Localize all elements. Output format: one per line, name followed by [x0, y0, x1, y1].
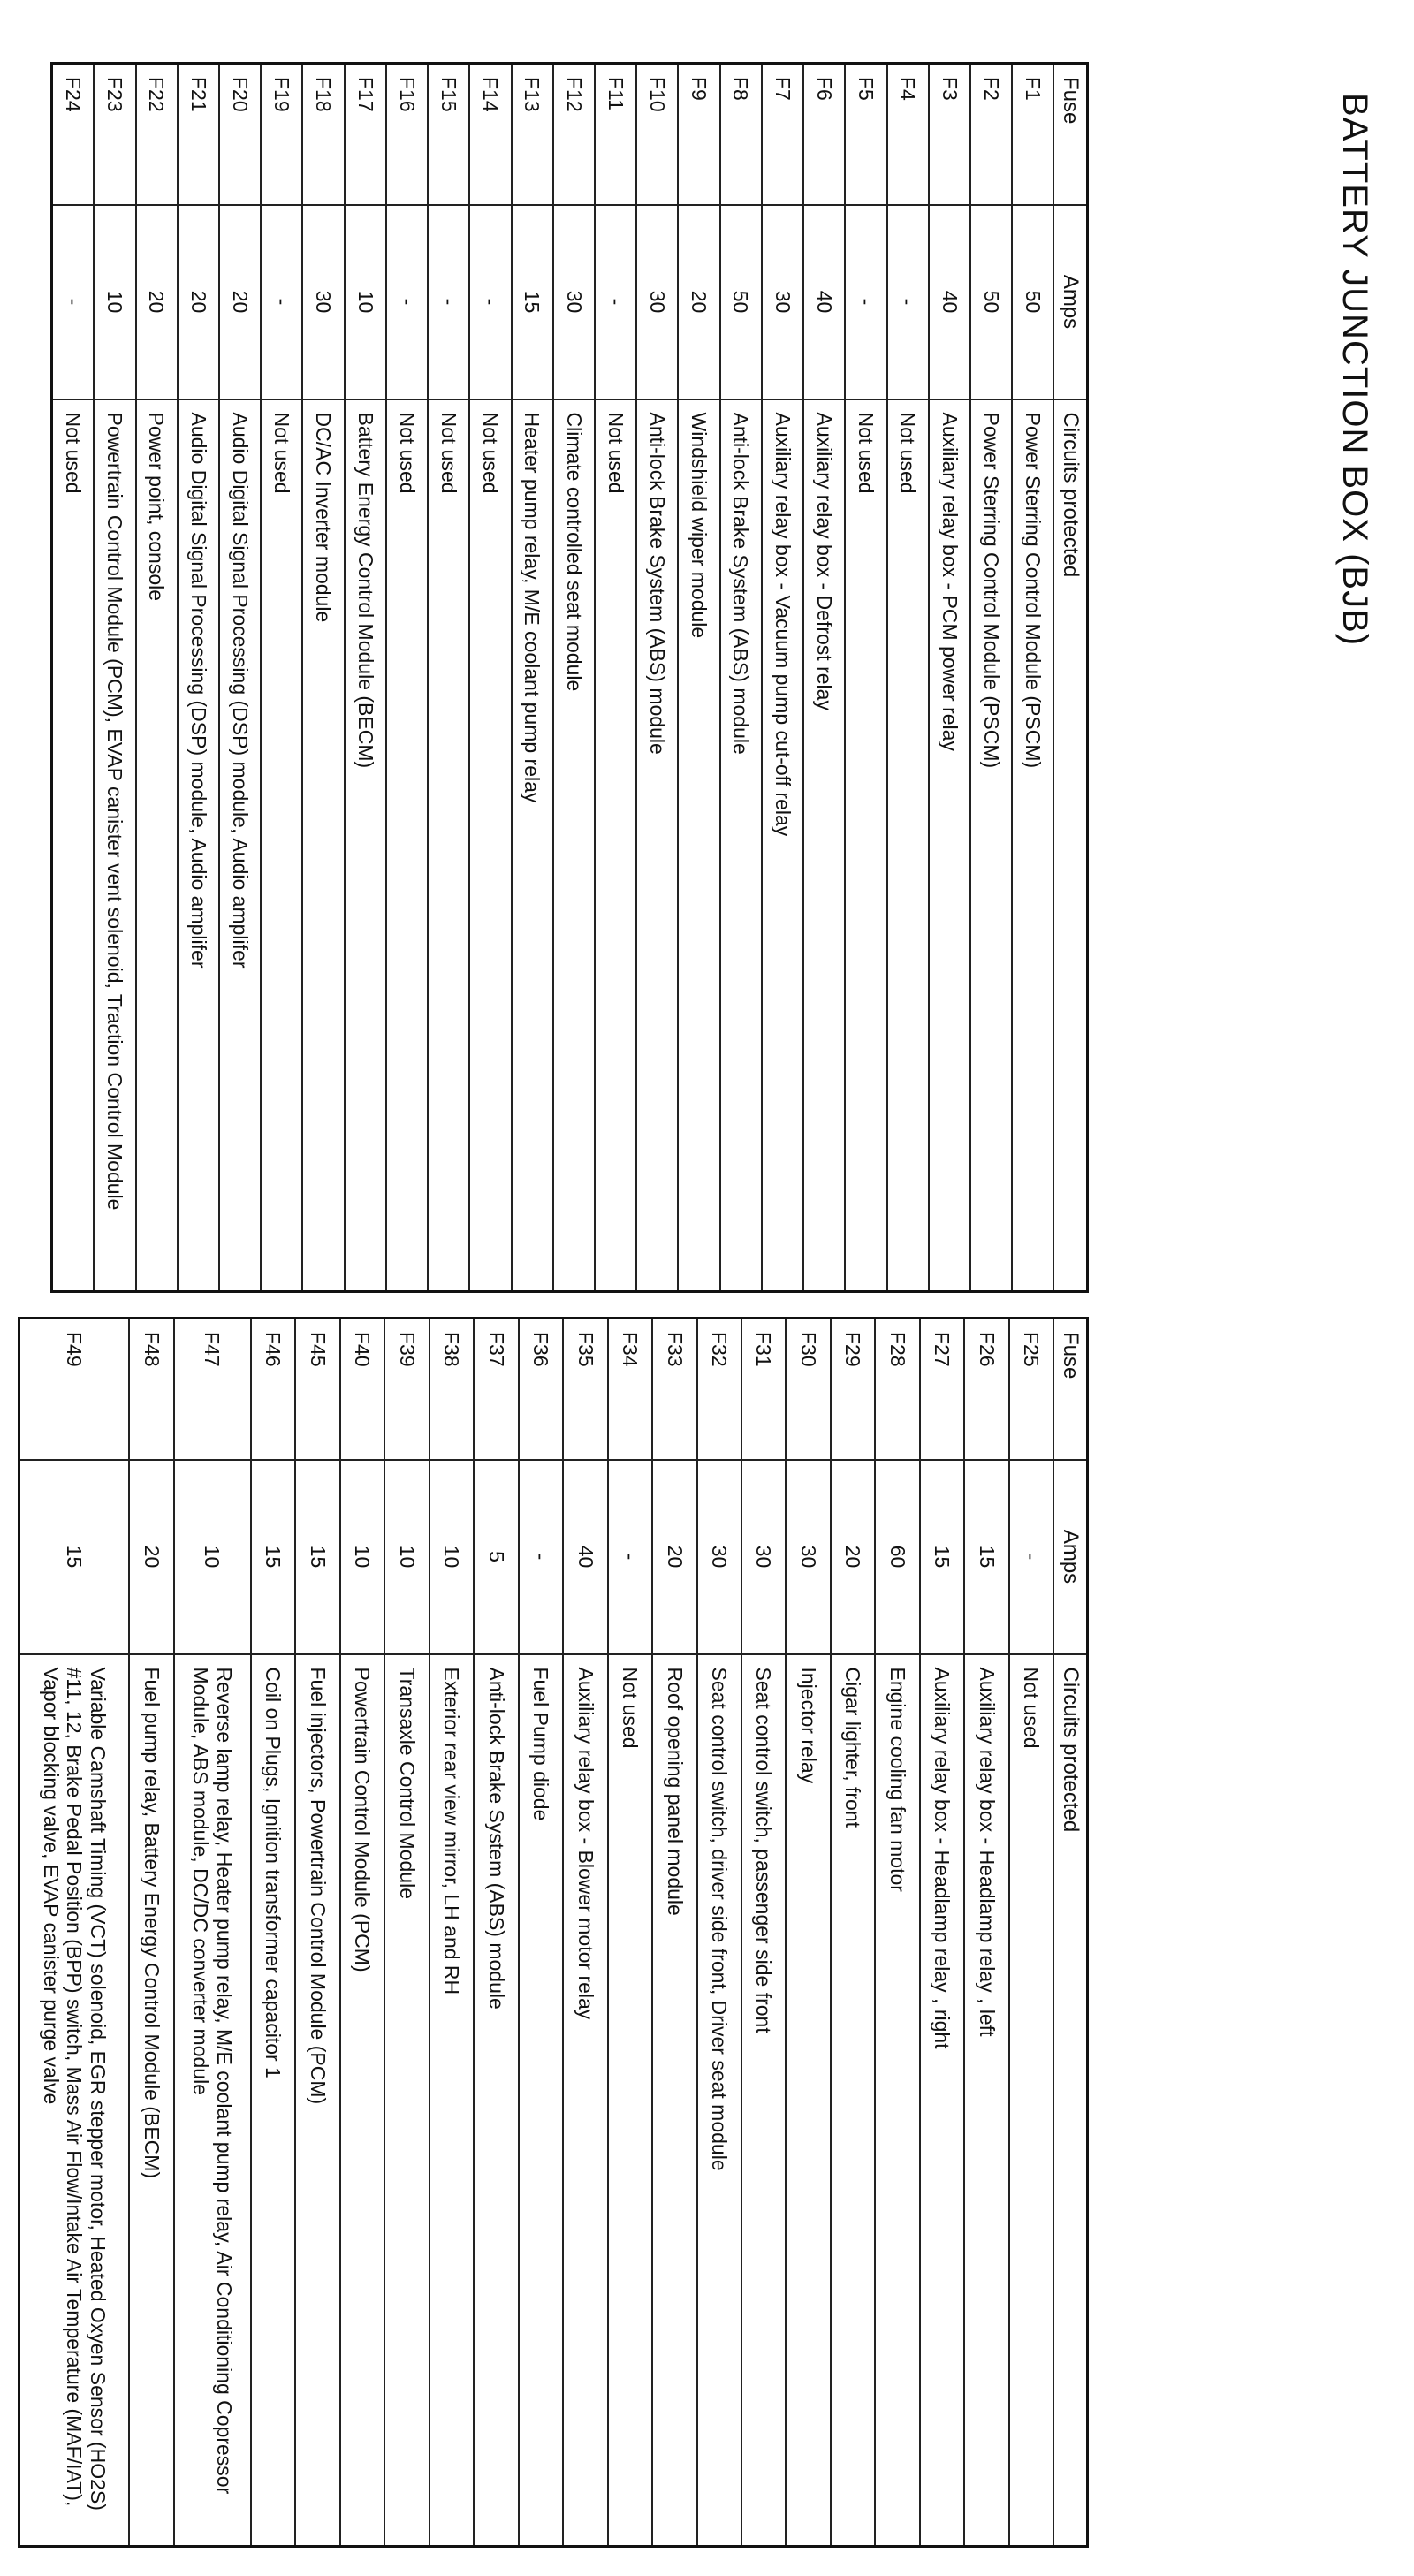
cell-fuse: F3	[929, 64, 970, 205]
cell-fuse: F20	[219, 64, 261, 205]
cell-fuse: F12	[553, 64, 595, 205]
table-row	[929, 64, 970, 1292]
cell-circuit: Fuel pump relay, Battery Energy Control Module (BECM)	[129, 1654, 173, 2547]
cell-amps: 50	[970, 205, 1012, 399]
table-row	[384, 1318, 429, 2547]
cell-circuit: Windshield wiper module	[678, 399, 719, 1292]
cell-amps: 10	[430, 1460, 474, 1654]
cell-amps: 15	[19, 1460, 130, 1654]
cell-amps: 40	[803, 205, 845, 399]
cell-fuse: F14	[469, 64, 511, 205]
cell-fuse: F16	[386, 64, 428, 205]
table-row	[430, 1318, 474, 2547]
cell-fuse: F15	[428, 64, 469, 205]
cell-fuse: F19	[261, 64, 302, 205]
cell-amps: 10	[340, 1460, 384, 1654]
cell-amps: -	[595, 205, 636, 399]
cell-fuse: F4	[887, 64, 929, 205]
table-row	[1009, 1318, 1053, 2547]
cell-circuit: Auxiliary relay box - PCM power relay	[929, 399, 970, 1292]
cell-circuit: Power point, console	[136, 399, 178, 1292]
cell-amps: 60	[875, 1460, 919, 1654]
cell-circuit: Auxiliary relay box - Blower motor relay	[563, 1654, 607, 2547]
cell-amps: 10	[174, 1460, 251, 1654]
cell-circuit: Power Sterring Control Module (PSCM)	[970, 399, 1012, 1292]
cell-amps: -	[519, 1460, 563, 1654]
table-row	[178, 64, 219, 1292]
table-header-row	[1053, 64, 1087, 1292]
cell-circuit: Not used	[52, 399, 95, 1292]
cell-fuse: F39	[384, 1318, 429, 1460]
table-row	[887, 64, 929, 1292]
cell-amps: 10	[94, 205, 135, 399]
table-row	[875, 1318, 919, 2547]
header-fuse: Fuse	[1053, 1318, 1087, 1460]
cell-amps: 20	[178, 205, 219, 399]
cell-circuit: Fuel Pump diode	[519, 1654, 563, 2547]
cell-circuit: Not used	[386, 399, 428, 1292]
cell-fuse: F47	[174, 1318, 251, 1460]
table-row	[302, 64, 344, 1292]
cell-circuit: Not used	[608, 1654, 652, 2547]
cell-fuse: F31	[741, 1318, 786, 1460]
cell-amps: 20	[678, 205, 719, 399]
page-title: BATTERY JUNCTION BOX (BJB)	[1335, 93, 1374, 647]
table-row	[608, 1318, 652, 2547]
table-row	[94, 64, 135, 1292]
cell-fuse: F6	[803, 64, 845, 205]
cell-fuse: F46	[251, 1318, 295, 1460]
cell-circuit: Powertrain Control Module (PCM)	[340, 1654, 384, 2547]
table-row	[831, 1318, 875, 2547]
cell-fuse: F28	[875, 1318, 919, 1460]
cell-circuit: Roof opening panel module	[652, 1654, 696, 2547]
cell-circuit: Not used	[1009, 1654, 1053, 2547]
table-row	[174, 1318, 251, 2547]
cell-amps: -	[887, 205, 929, 399]
cell-fuse: F30	[787, 1318, 831, 1460]
cell-amps: 15	[964, 1460, 1008, 1654]
table-row	[519, 1318, 563, 2547]
header-circuits: Circuits protected	[1053, 1654, 1087, 2547]
cell-circuit: Audio Digital Signal Processing (DSP) module, Audio amplifer	[219, 399, 261, 1292]
table-row	[19, 1318, 130, 2547]
cell-amps: -	[261, 205, 302, 399]
table-row	[553, 64, 595, 1292]
page-title-wrap	[1330, 93, 1383, 729]
cell-amps: 30	[741, 1460, 786, 1654]
cell-circuit: Audio Digital Signal Processing (DSP) module, Audio amplifer	[178, 399, 219, 1292]
cell-amps: 40	[929, 205, 970, 399]
cell-fuse: F49	[19, 1318, 130, 1460]
cell-amps: 15	[251, 1460, 295, 1654]
cell-amps: 20	[129, 1460, 173, 1654]
cell-fuse: F34	[608, 1318, 652, 1460]
table-row	[845, 64, 886, 1292]
table-row	[251, 1318, 295, 2547]
cell-circuit: Seat control switch, driver side front, Driver seat module	[697, 1654, 741, 2547]
table-row	[563, 1318, 607, 2547]
cell-fuse: F1	[1012, 64, 1053, 205]
cell-fuse: F40	[340, 1318, 384, 1460]
cell-fuse: F7	[762, 64, 803, 205]
cell-amps: 20	[136, 205, 178, 399]
cell-circuit: Battery Energy Control Module (BECM)	[345, 399, 386, 1292]
cell-amps: -	[428, 205, 469, 399]
cell-fuse: F18	[302, 64, 344, 205]
table-row	[340, 1318, 384, 2547]
cell-fuse: F35	[563, 1318, 607, 1460]
table-row	[762, 64, 803, 1292]
cell-fuse: F45	[295, 1318, 339, 1460]
cell-circuit: Not used	[469, 399, 511, 1292]
cell-circuit: Not used	[887, 399, 929, 1292]
cell-circuit: Not used	[261, 399, 302, 1292]
cell-fuse: F36	[519, 1318, 563, 1460]
table-row	[52, 64, 95, 1292]
table-row	[295, 1318, 339, 2547]
cell-fuse: F11	[595, 64, 636, 205]
cell-fuse: F24	[52, 64, 95, 205]
cell-amps: 30	[787, 1460, 831, 1654]
cell-circuit: Anti-lock Brake System (ABS) module	[474, 1654, 518, 2547]
table-row	[474, 1318, 518, 2547]
cell-circuit: Anti-lock Brake System (ABS) module	[720, 399, 762, 1292]
table-row	[636, 64, 678, 1292]
cell-circuit: Fuel injectors, Powertrain Control Module (PCM)	[295, 1654, 339, 2547]
table-row	[136, 64, 178, 1292]
cell-amps: 30	[697, 1460, 741, 1654]
cell-amps: 15	[295, 1460, 339, 1654]
header-circuits: Circuits protected	[1053, 399, 1087, 1292]
table-row	[1012, 64, 1053, 1292]
cell-circuit: Climate controlled seat module	[553, 399, 595, 1292]
cell-amps: -	[52, 205, 95, 399]
table-row	[697, 1318, 741, 2547]
cell-fuse: F8	[720, 64, 762, 205]
cell-fuse: F32	[697, 1318, 741, 1460]
cell-amps: 30	[636, 205, 678, 399]
cell-amps: -	[386, 205, 428, 399]
header-amps: Amps	[1053, 1460, 1087, 1654]
table-row	[261, 64, 302, 1292]
cell-fuse: F48	[129, 1318, 173, 1460]
cell-fuse: F37	[474, 1318, 518, 1460]
fuse-table-2-wrap	[18, 1317, 1089, 2545]
cell-amps: 15	[512, 205, 553, 399]
table-row	[129, 1318, 173, 2547]
cell-amps: 30	[553, 205, 595, 399]
cell-amps: 50	[1012, 205, 1053, 399]
fuse-table-1-wrap	[50, 62, 1089, 1290]
cell-amps: -	[845, 205, 886, 399]
cell-circuit: Powertrain Control Module (PCM), EVAP canister vent solenoid, Traction Control Module	[94, 399, 135, 1292]
table-row	[741, 1318, 786, 2547]
header-fuse: Fuse	[1053, 64, 1087, 205]
cell-amps: 50	[720, 205, 762, 399]
header-amps: Amps	[1053, 205, 1087, 399]
table-row	[970, 64, 1012, 1292]
cell-fuse: F26	[964, 1318, 1008, 1460]
table-row	[469, 64, 511, 1292]
cell-fuse: F22	[136, 64, 178, 205]
cell-circuit: Reverse lamp relay, Heater pump relay, M/E coolant pump relay, Air Conditioning Copressor Module, ABS module, DC/DC converter module	[174, 1654, 251, 2547]
table-row	[386, 64, 428, 1292]
cell-circuit: Coil on Plugs, Ignition transformer capacitor 1	[251, 1654, 295, 2547]
table-row	[595, 64, 636, 1292]
table-row	[219, 64, 261, 1292]
cell-amps: -	[608, 1460, 652, 1654]
cell-fuse: F10	[636, 64, 678, 205]
cell-circuit: Transaxle Control Module	[384, 1654, 429, 2547]
table-row	[964, 1318, 1008, 2547]
cell-fuse: F23	[94, 64, 135, 205]
cell-amps: 5	[474, 1460, 518, 1654]
cell-circuit: DC/AC Inverter module	[302, 399, 344, 1292]
cell-fuse: F33	[652, 1318, 696, 1460]
cell-fuse: F9	[678, 64, 719, 205]
cell-circuit: Cigar lighter, front	[831, 1654, 875, 2547]
cell-fuse: F27	[920, 1318, 964, 1460]
cell-circuit: Not used	[428, 399, 469, 1292]
cell-fuse: F21	[178, 64, 219, 205]
cell-fuse: F5	[845, 64, 886, 205]
table-row	[652, 1318, 696, 2547]
cell-circuit: Auxiliary relay box - Headlamp relay , right	[920, 1654, 964, 2547]
table-row	[345, 64, 386, 1292]
fuse-table-1	[50, 62, 1089, 1293]
table-row	[920, 1318, 964, 2547]
table-row	[428, 64, 469, 1292]
cell-circuit: Exterior rear view mirror, LH and RH	[430, 1654, 474, 2547]
cell-fuse: F29	[831, 1318, 875, 1460]
table-header-row	[1053, 1318, 1087, 2547]
cell-circuit: Not used	[845, 399, 886, 1292]
cell-circuit: Variable Camshaft Timing (VCT) solenoid, EGR stepper motor, Heated Oxyen Sensor (HO2S) #11, 12, Brake Pedal Position (BPP) switch, Mass Air Flow/Intake Air Temperature (MAF/IAT), Vapor blocking valve, EVAP canister purge valve	[19, 1654, 130, 2547]
cell-amps: -	[1009, 1460, 1053, 1654]
table-row	[678, 64, 719, 1292]
cell-amps: 30	[762, 205, 803, 399]
fuse-table-2	[18, 1317, 1089, 2548]
cell-circuit: Auxiliary relay box - Headlamp relay , left	[964, 1654, 1008, 2547]
cell-fuse: F25	[1009, 1318, 1053, 1460]
cell-amps: 10	[345, 205, 386, 399]
cell-circuit: Auxiliary relay box - Defrost relay	[803, 399, 845, 1292]
cell-amps: 20	[219, 205, 261, 399]
table-row	[787, 1318, 831, 2547]
cell-circuit: Seat control switch, passenger side front	[741, 1654, 786, 2547]
cell-circuit: Auxiliary relay box - Vacuum pump cut-off relay	[762, 399, 803, 1292]
cell-circuit: Engine cooling fan motor	[875, 1654, 919, 2547]
table-row	[720, 64, 762, 1292]
cell-fuse: F38	[430, 1318, 474, 1460]
cell-amps: 30	[302, 205, 344, 399]
table-row	[803, 64, 845, 1292]
cell-circuit: Anti-lock Brake System (ABS) module	[636, 399, 678, 1292]
cell-fuse: F2	[970, 64, 1012, 205]
cell-fuse: F17	[345, 64, 386, 205]
table-row	[512, 64, 553, 1292]
cell-circuit: Not used	[595, 399, 636, 1292]
cell-amps: 15	[920, 1460, 964, 1654]
cell-circuit: Heater pump relay, M/E coolant pump relay	[512, 399, 553, 1292]
cell-amps: -	[469, 205, 511, 399]
cell-amps: 10	[384, 1460, 429, 1654]
cell-amps: 20	[652, 1460, 696, 1654]
cell-circuit: Power Sterring Control Module (PSCM)	[1012, 399, 1053, 1292]
cell-amps: 40	[563, 1460, 607, 1654]
cell-circuit: Injector relay	[787, 1654, 831, 2547]
cell-amps: 20	[831, 1460, 875, 1654]
cell-fuse: F13	[512, 64, 553, 205]
